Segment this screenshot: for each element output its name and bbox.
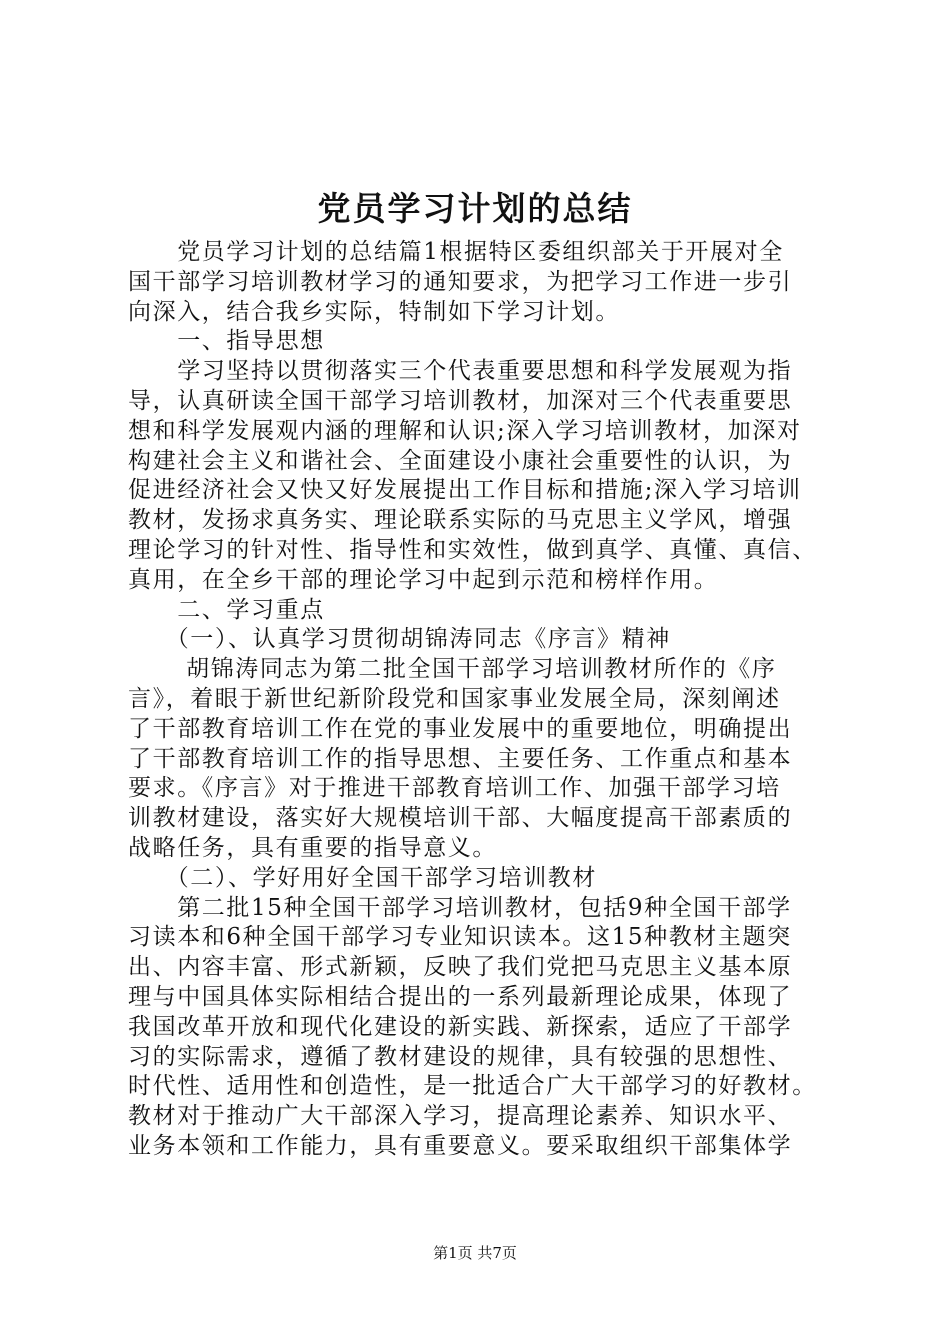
body-line: 国干部学习培训教材学习的通知要求，为把学习工作进一步引 [128,268,793,295]
body-line: 出、内容丰富、形式新颖，反映了我们党把马克思主义基本原 [128,954,793,981]
section-heading: 二、学习重点 [128,596,325,623]
body-line: 党员学习计划的总结篇1根据特区委组织部关于开展对全 [128,239,784,265]
body-line: 第二批15种全国干部学习培训教材，包括9种全国干部学 [128,894,792,921]
body-line: 习的实际需求，遵循了教材建设的规律，具有较强的思想性、 [128,1043,793,1070]
body-line: 胡锦涛同志为第二批全国干部学习培训教材所作的《序 [128,656,777,683]
subsection-heading: （二）、学好用好全国干部学习培训教材 [128,864,597,891]
body-line: 业务本领和工作能力，具有重要意义。要采取组织干部集体学 [128,1132,793,1159]
body-line: 教材，发扬求真务实、理论联系实际的马克思主义学风，增强 [128,507,793,534]
body-line: 我国改革开放和现代化建设的新实践、新探索，适应了干部学 [128,1013,793,1040]
body-line: 促进经济社会又快又好发展提出工作目标和措施;深入学习培训 [128,477,802,504]
section-heading: 一、指导思想 [128,328,325,355]
body-line: 构建社会主义和谐社会、全面建设小康社会重要性的认识，为 [128,447,793,474]
body-line: 教材对于推动广大干部深入学习，提高理论素养、知识水平、 [128,1103,793,1130]
body-line: 了干部教育培训工作的指导思想、主要任务、工作重点和基本 [128,745,793,772]
body-line: 向深入，结合我乡实际，特制如下学习计划。 [128,298,620,325]
body-line: 理与中国具体实际相结合提出的一系列最新理论成果，体现了 [128,983,793,1010]
body-line: 真用，在全乡干部的理论学习中起到示范和榜样作用。 [128,566,719,593]
body-line: 战略任务，具有重要的指导意义。 [128,834,497,861]
body-line: 训教材建设，落实好大规模培训干部、大幅度提高干部素质的 [128,805,793,832]
body-line: 要求。《序言》对于推进干部教育培训工作、加强干部学习培 [128,775,781,802]
document-body [128,238,833,1162]
document-title: 党员学习计划的总结 [317,189,633,228]
body-line: 学习坚持以贯彻落实三个代表重要思想和科学发展观为指 [128,358,793,385]
body-line: 导，认真研读全国干部学习培训教材，加深对三个代表重要思 [128,387,793,414]
subsection-heading: （一）、认真学习贯彻胡锦涛同志《序言》精神 [128,626,671,653]
body-line: 时代性、适用性和创造性，是一批适合广大干部学习的好教材。 [128,1073,817,1100]
page-footer: 第1页 共7页 [433,1244,517,1262]
body-line: 言》，着眼于新世纪新阶段党和国家事业发展全局，深刻阐述 [128,685,781,712]
body-line: 了干部教育培训工作在党的事业发展中的重要地位，明确提出 [128,715,793,742]
body-line: 想和科学发展观内涵的理解和认识;深入学习培训教材，加深对 [128,417,802,444]
body-line: 习读本和6种全国干部学习专业知识读本。这15种教材主题突 [128,924,792,951]
body-line: 理论学习的针对性、指导性和实效性，做到真学、真懂、真信、 [128,536,817,563]
